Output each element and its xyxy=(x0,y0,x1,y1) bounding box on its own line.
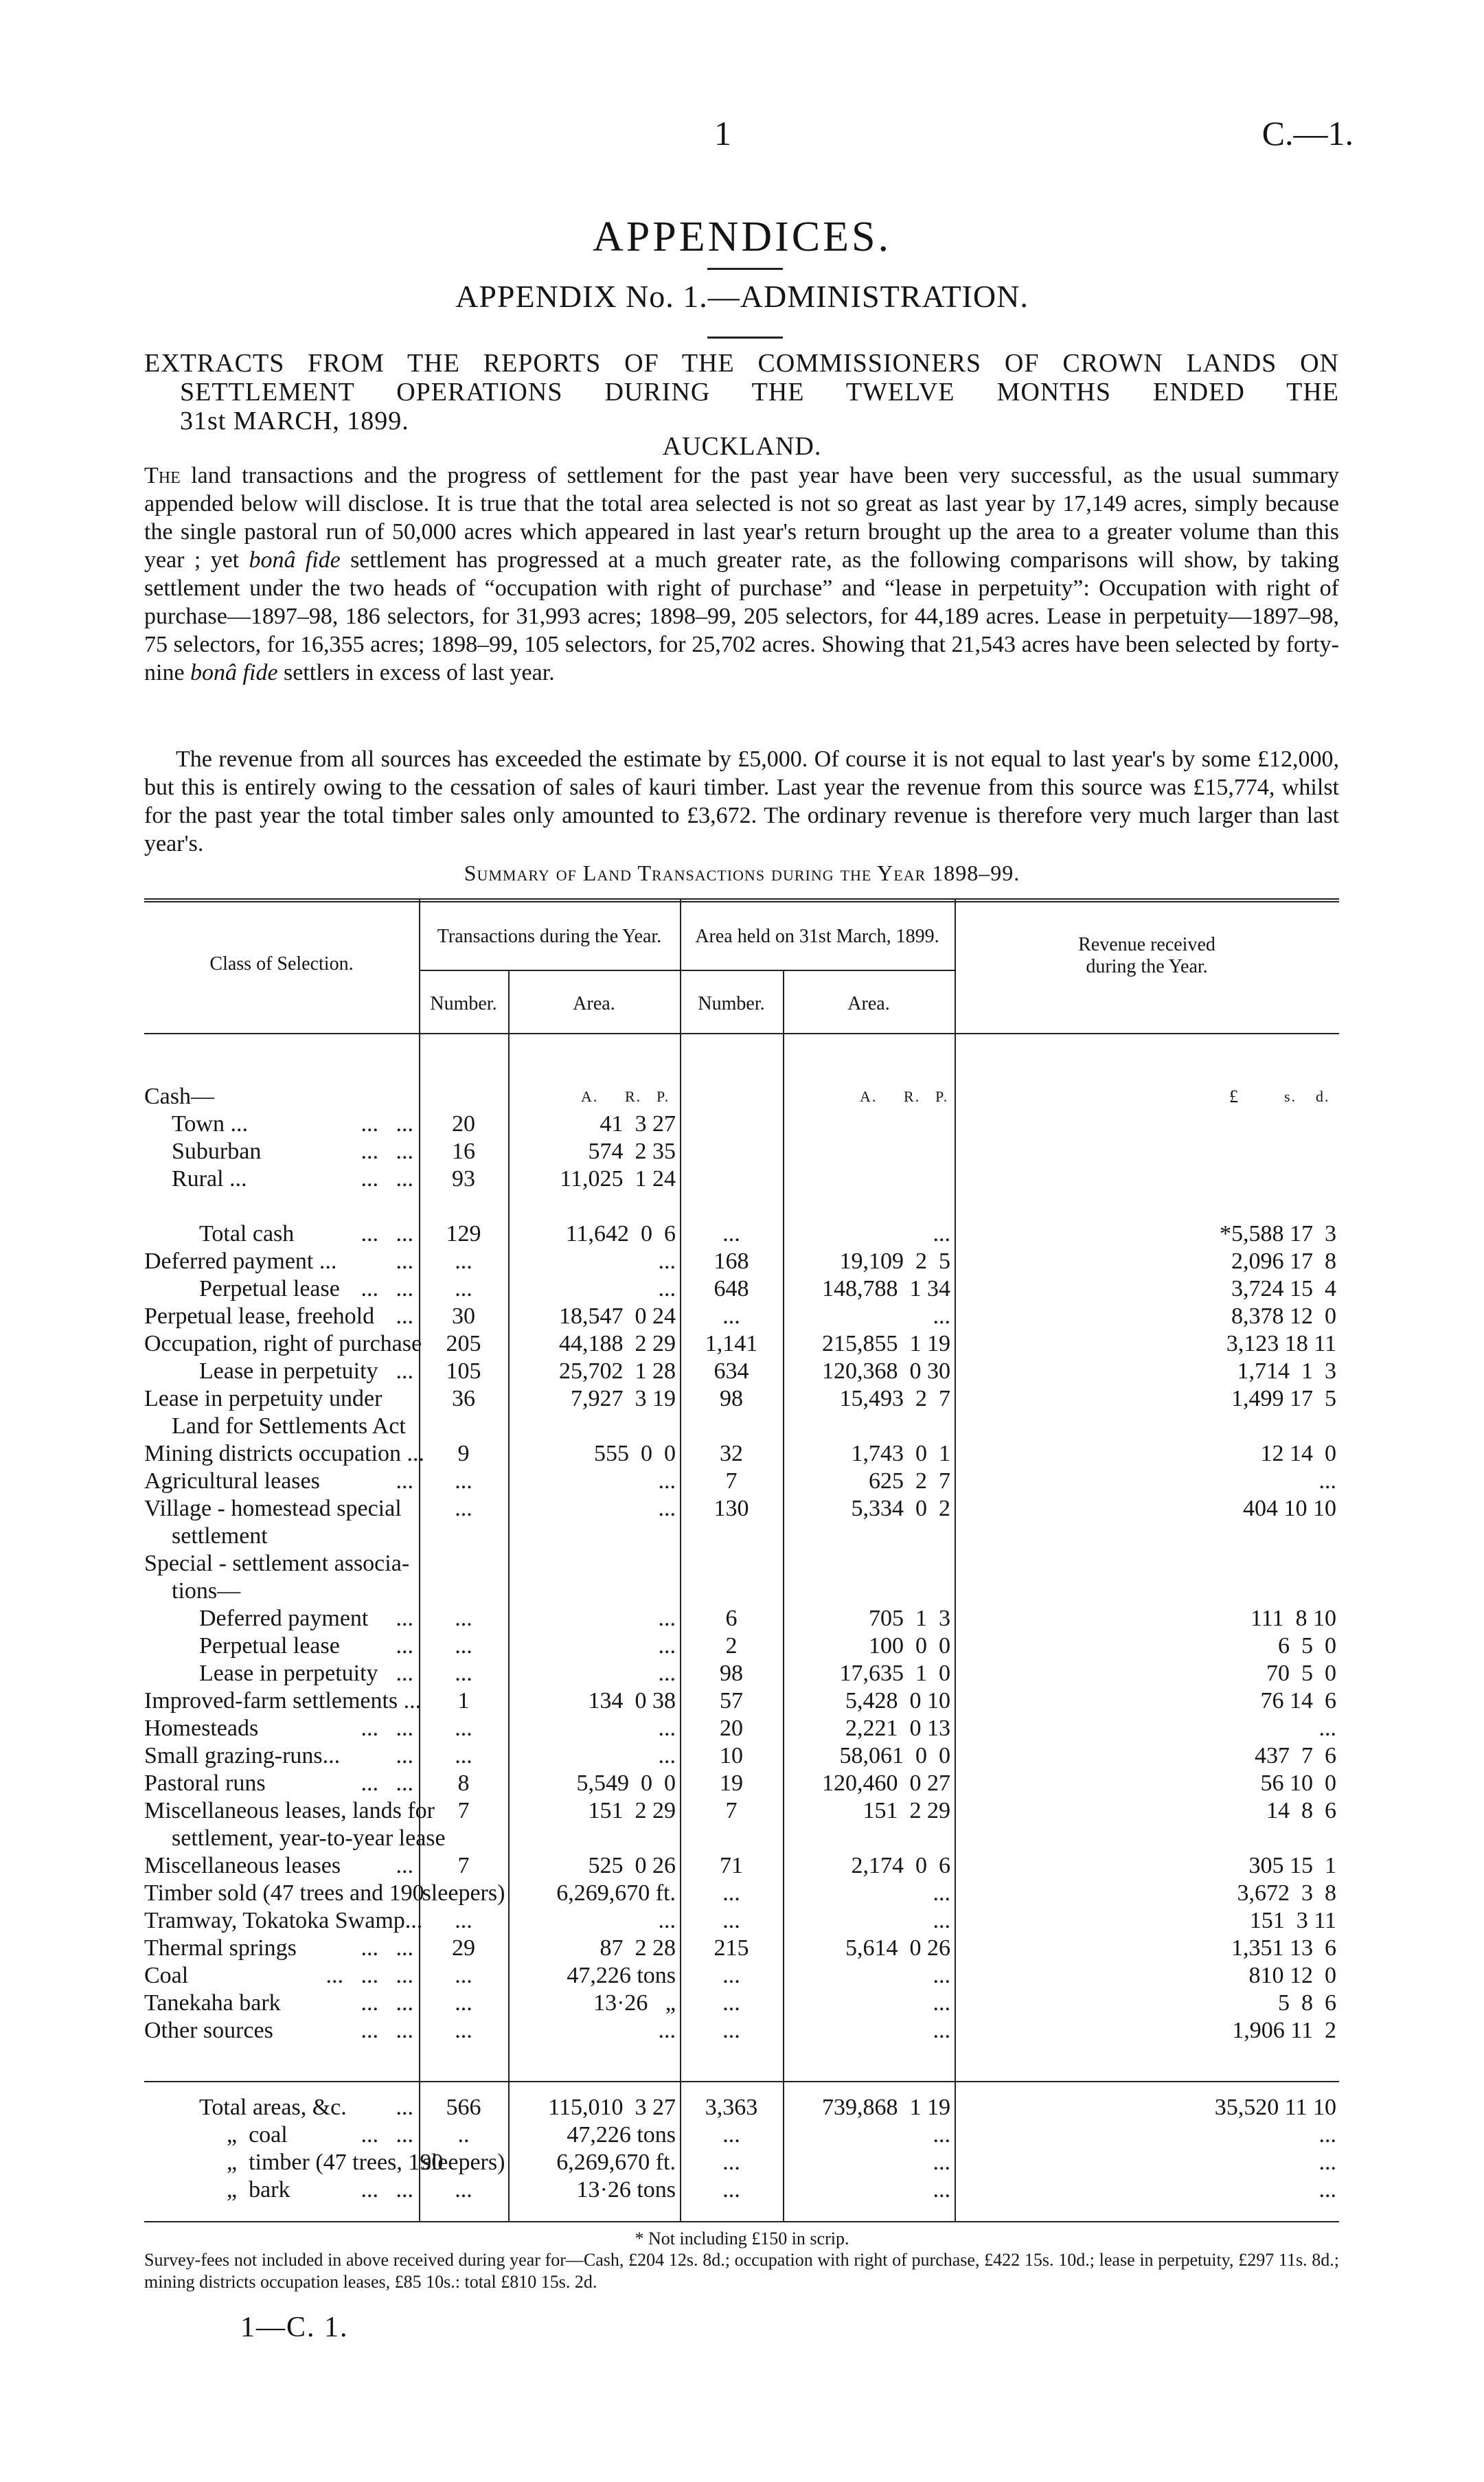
row-area-held: ... xyxy=(933,1221,950,1246)
row-area-held: 120,368 0 30 xyxy=(822,1358,950,1384)
row-area-held: 120,460 0 27 xyxy=(822,1771,950,1796)
row-number-held: 32 xyxy=(720,1441,743,1466)
row-leader-dots: ... ... xyxy=(361,1716,413,1741)
row-number: 105 xyxy=(446,1358,481,1384)
row-number: ... xyxy=(455,1963,472,1988)
row-number: ... xyxy=(455,2177,472,2202)
row-leader-dots: ... ... xyxy=(361,1771,413,1796)
row-area: ... xyxy=(658,1606,676,1631)
extract-heading xyxy=(144,349,1339,435)
row-area: 525 0 26 xyxy=(588,1853,676,1878)
row-number: sleepers) xyxy=(422,1880,505,1906)
row-number: ... xyxy=(455,1633,472,1659)
row-area-held: 100 0 0 xyxy=(869,1633,950,1659)
row-label: Occupation, right of purchase xyxy=(144,1331,422,1356)
row-label: „ timber (47 trees, 190 xyxy=(227,2150,444,2175)
row-area: 134 0 38 xyxy=(588,1688,676,1714)
row-area: ... xyxy=(658,2018,676,2043)
row-area: 11,642 0 6 xyxy=(565,1221,676,1246)
row-number: 29 xyxy=(452,1935,475,1961)
row-area-held: ... xyxy=(933,2122,950,2148)
table-top-rule-double xyxy=(144,901,1339,902)
row-number-held: ... xyxy=(722,1963,740,1988)
unit-roods: R. xyxy=(625,1088,642,1105)
header-number: Number. xyxy=(430,993,497,1014)
row-leader-dots: ... xyxy=(396,1303,413,1329)
row-label: Cash— xyxy=(144,1084,214,1109)
paragraph-text-2: settlement has progressed at a much greater rate, as the following comparisons will show, by taking settlement under the two heads of “occupation with right of purchase” and “lease in perpetuity”: Occupation with right of purchase—1897–98, 186 selectors, for 31,993 acres; 1898–99, 205 selectors, for 44,189 acres. Lease in perpetuity—1897–98, 75 selectors, for 16,355 acres; 1898–99, 105 selectors, for 25,702 acres. Showing that 21,543 acres have been selected by forty-nine xyxy=(144,547,1339,685)
header-area-held: Area held on 31st March, 1899. xyxy=(695,926,939,947)
row-revenue: 6 5 0 xyxy=(1278,1633,1336,1659)
row-leader-dots: ... xyxy=(396,1661,413,1686)
region-heading: AUCKLAND. xyxy=(662,432,822,461)
row-label: Town ... xyxy=(172,1111,248,1137)
summary-table xyxy=(144,898,1339,2238)
printer-signature: 1—C. 1. xyxy=(240,2312,349,2343)
extract-heading-line2: SETTLEMENT OPERATIONS DURING THE TWELVE MONTHS ENDED THE xyxy=(180,378,1339,407)
unit-shillings: s. xyxy=(1284,1088,1297,1105)
row-label: Miscellaneous leases xyxy=(144,1853,341,1878)
row-label: Deferred payment ... xyxy=(144,1249,337,1274)
row-area: 5,549 0 0 xyxy=(576,1771,676,1796)
row-number: ... xyxy=(455,1908,472,1933)
row-label: Perpetual lease, freehold xyxy=(144,1303,375,1329)
areaheld-subheader-rule xyxy=(680,970,955,971)
row-number-held: 98 xyxy=(720,1661,743,1686)
title-rule xyxy=(707,268,783,270)
row-area: 87 2 28 xyxy=(600,1935,676,1961)
row-number-held: ... xyxy=(722,1303,740,1329)
row-number: 205 xyxy=(446,1331,481,1356)
row-revenue: 3,123 18 11 xyxy=(1226,1331,1336,1356)
row-area-held: 705 1 3 xyxy=(869,1606,950,1631)
row-area: 13·26 tons xyxy=(576,2177,676,2202)
row-area-held: ... xyxy=(933,1963,950,1988)
row-number: ... xyxy=(455,1249,472,1274)
row-number-held: ... xyxy=(722,1908,740,1933)
row-revenue: ... xyxy=(1319,1468,1336,1494)
row-leader-dots: ... ... xyxy=(361,2018,413,2043)
row-number: 9 xyxy=(457,1441,470,1466)
row-area-held: ... xyxy=(933,2018,950,2043)
row-area: 115,010 3 27 xyxy=(548,2095,676,2120)
row-label: Tramway, Tokatoka Swamp... xyxy=(144,1908,423,1933)
row-number-held: 98 xyxy=(720,1386,743,1411)
header-bottom-rule xyxy=(144,1033,1339,1034)
row-leader-dots: ... ... xyxy=(361,1166,413,1192)
row-area: ... xyxy=(658,1908,676,1933)
row-label: Coal xyxy=(144,1963,189,1988)
row-area: ... xyxy=(658,1633,676,1659)
row-area-held: 17,635 1 0 xyxy=(839,1661,950,1686)
row-revenue: 3,724 15 4 xyxy=(1231,1276,1336,1301)
row-label: Lease in perpetuity xyxy=(199,1358,378,1384)
row-leader-dots: ... ... xyxy=(361,2177,413,2202)
row-area: 555 0 0 xyxy=(594,1441,676,1466)
extract-heading-line3: 31st MARCH, 1899. xyxy=(180,407,409,435)
row-area-held: ... xyxy=(933,2150,950,2175)
row-revenue: 1,906 11 2 xyxy=(1232,2018,1336,2043)
header-number-held: Number. xyxy=(698,993,765,1014)
row-area-held: ... xyxy=(933,2177,950,2202)
row-number-held: 71 xyxy=(720,1853,743,1878)
row-revenue: 56 10 0 xyxy=(1260,1771,1336,1796)
row-label: Total cash xyxy=(199,1221,295,1246)
row-number: ... xyxy=(455,1743,472,1768)
row-label: Perpetual lease xyxy=(199,1276,340,1301)
row-revenue: 404 10 10 xyxy=(1243,1496,1336,1521)
row-revenue: 12 14 0 xyxy=(1260,1441,1336,1466)
row-area: 41 3 27 xyxy=(600,1111,676,1137)
row-leader-dots: ... xyxy=(396,2095,413,2120)
footnote: * Not including £150 in scrip. xyxy=(635,2229,849,2248)
row-number: ... xyxy=(455,1496,472,1521)
row-number-held: 6 xyxy=(725,1606,738,1631)
row-leader-dots: ... xyxy=(396,1358,413,1384)
row-number: sleepers) xyxy=(422,2150,505,2175)
row-area-held: 5,334 0 2 xyxy=(851,1496,950,1521)
row-label: Rural ... xyxy=(172,1166,247,1192)
row-number-held: 215 xyxy=(714,1935,749,1961)
row-area: 11,025 1 24 xyxy=(560,1166,676,1192)
row-area: 574 2 35 xyxy=(588,1139,676,1164)
row-label: „ coal xyxy=(227,2122,288,2148)
row-number-held: 20 xyxy=(720,1716,743,1741)
row-area: 47,226 tons xyxy=(567,2122,676,2148)
row-leader-dots: ... xyxy=(396,1853,413,1878)
row-label: Timber sold (47 trees and 190 xyxy=(144,1880,424,1906)
row-number: ... xyxy=(455,1276,472,1301)
row-label: Lease in perpetuity under xyxy=(144,1386,383,1411)
summary-title: Summary of Land Transactions during the Year 1898–99. xyxy=(464,861,1020,885)
row-area-held: ... xyxy=(933,1880,950,1906)
header-transactions: Transactions during the Year. xyxy=(437,926,662,947)
row-number: ... xyxy=(455,1468,472,1494)
row-label: Agricultural leases xyxy=(144,1468,320,1494)
document-reference: C.—1. xyxy=(1262,114,1354,152)
row-revenue: 5 8 6 xyxy=(1278,1990,1336,2016)
row-number-held: ... xyxy=(722,1990,740,2016)
row-number-held: ... xyxy=(722,2150,740,2175)
paragraph-italic-2: bonâ fide xyxy=(190,660,278,685)
row-leader-dots: ... ... xyxy=(361,1276,413,1301)
unit-pence: d. xyxy=(1316,1088,1330,1105)
row-area: 6,269,670 ft. xyxy=(556,1880,676,1906)
row-number-held: ... xyxy=(722,2122,740,2148)
row-number-held: 7 xyxy=(725,1798,738,1823)
row-area: 6,269,670 ft. xyxy=(556,2150,676,2175)
row-area: ... xyxy=(658,1496,676,1521)
totals-rule xyxy=(144,2081,1339,2082)
row-label: tions— xyxy=(172,1578,241,1604)
row-revenue: 1,351 13 6 xyxy=(1231,1935,1336,1961)
row-area: 25,702 1 28 xyxy=(559,1358,676,1384)
row-area-held: 739,868 1 19 xyxy=(822,2095,950,2120)
row-number: 7 xyxy=(457,1798,470,1823)
row-area-held: 5,614 0 26 xyxy=(845,1935,950,1961)
row-revenue: 305 15 1 xyxy=(1248,1853,1336,1878)
row-leader-dots: ... ... xyxy=(361,1990,413,2016)
page-subtitle: APPENDIX No. 1.—ADMINISTRATION. xyxy=(455,279,1029,314)
unit-roods-held: R. xyxy=(904,1088,921,1105)
row-number: 20 xyxy=(452,1111,475,1137)
row-number: 7 xyxy=(457,1853,470,1878)
row-number-held: 2 xyxy=(725,1633,738,1659)
row-number: 93 xyxy=(452,1166,475,1192)
row-number: 36 xyxy=(452,1386,475,1411)
row-area-held: ... xyxy=(933,1990,950,2016)
transactions-subheader-rule xyxy=(419,970,680,971)
row-revenue: 437 7 6 xyxy=(1255,1743,1336,1768)
header-revenue: Revenue received during the Year. xyxy=(1078,934,1215,977)
unit-acres: A. xyxy=(581,1088,599,1105)
row-area-held: 215,855 1 19 xyxy=(822,1331,950,1356)
row-label: Land for Settlements Act xyxy=(172,1413,406,1439)
row-number-held: 648 xyxy=(714,1276,749,1301)
row-label: settlement, year-to-year lease xyxy=(172,1825,446,1851)
row-number-held: 19 xyxy=(720,1771,743,1796)
paragraph-land-transactions xyxy=(144,462,1339,687)
row-number-held: ... xyxy=(722,1221,740,1246)
unit-pounds: £ xyxy=(1229,1086,1240,1106)
row-revenue: ... xyxy=(1319,2150,1336,2175)
row-leader-dots: ... ... xyxy=(361,1139,413,1164)
row-number-held: ... xyxy=(722,2018,740,2043)
page-number: 1 xyxy=(714,114,731,152)
row-number: 566 xyxy=(446,2095,481,2120)
row-number: ... xyxy=(455,1716,472,1741)
row-leader-dots: ... xyxy=(396,1633,413,1659)
paragraph-text-1: land transactions and the progress of settlement for the past year have been very successful, as the usual summary appended below will disclose. It is true that the total area selected is not so great as last year by 17,149 acres, simply because the single pastoral run of 50,000 acres which appeared in last year's return brought up the area to a greater volume than this year ; yet xyxy=(144,463,1339,573)
row-leader-dots: ... xyxy=(396,1606,413,1631)
row-area-held: 151 2 29 xyxy=(863,1798,950,1823)
row-revenue: 70 5 0 xyxy=(1266,1661,1336,1686)
header-area: Area. xyxy=(573,993,615,1014)
row-label: Special - settlement associa- xyxy=(144,1551,410,1576)
row-label: Thermal springs xyxy=(144,1935,297,1961)
row-revenue: 35,520 11 10 xyxy=(1214,2095,1336,2120)
row-area-held: ... xyxy=(933,1908,950,1933)
row-revenue: 1,499 17 5 xyxy=(1231,1386,1336,1411)
row-area: 44,188 2 29 xyxy=(559,1331,676,1356)
row-area-held: 5,428 0 10 xyxy=(845,1688,950,1714)
row-number: ... xyxy=(455,1990,472,2016)
row-label: Lease in perpetuity xyxy=(199,1661,378,1686)
row-revenue: 810 12 0 xyxy=(1248,1963,1336,1988)
row-area-held: 1,743 0 1 xyxy=(851,1441,950,1466)
row-revenue: 151 3 11 xyxy=(1249,1908,1336,1933)
row-revenue: 2,096 17 8 xyxy=(1231,1249,1336,1274)
table-bottom-rule xyxy=(144,2221,1339,2222)
row-number-held: 130 xyxy=(714,1496,749,1521)
row-revenue: 3,672 3 8 xyxy=(1237,1880,1336,1906)
row-revenue: *5,588 17 3 xyxy=(1220,1221,1336,1246)
row-area: 18,547 0 24 xyxy=(559,1303,676,1329)
row-number: 1 xyxy=(457,1688,470,1714)
row-area-held: 19,109 2 5 xyxy=(839,1249,950,1274)
row-label: settlement xyxy=(172,1523,268,1549)
row-leader-dots: ... xyxy=(396,1468,413,1494)
row-area: 7,927 3 19 xyxy=(571,1386,676,1411)
row-revenue: ... xyxy=(1319,2177,1336,2202)
header-area-held-sub: Area. xyxy=(847,993,890,1014)
row-number-held: ... xyxy=(722,1880,740,1906)
row-leader-dots: ... ... xyxy=(361,2122,413,2148)
row-number-held: 10 xyxy=(720,1743,743,1768)
unit-perches-held: P. xyxy=(935,1088,949,1105)
row-number: 8 xyxy=(457,1771,470,1796)
row-area: 47,226 tons xyxy=(567,1963,676,1988)
survey-fees-note: Survey-fees not included in above received during year for—Cash, £204 12s. 8d.; occupation with right of purchase, £422 15s. 10d.; lease in perpetuity, £297 11s. 8d.; mining districts occupation leases, £85 10s.: total £810 15s. 2d. xyxy=(144,2250,1339,2292)
row-area: ... xyxy=(658,1468,676,1494)
paragraph-lead-word: The xyxy=(144,463,181,488)
row-revenue: ... xyxy=(1319,1716,1336,1741)
row-label: Other sources xyxy=(144,2018,273,2043)
row-area-held: 625 2 7 xyxy=(869,1468,950,1494)
row-number-held: ... xyxy=(722,2177,740,2202)
row-number-held: 634 xyxy=(714,1358,749,1384)
unit-perches: P. xyxy=(657,1088,670,1105)
row-number: ... xyxy=(455,2018,472,2043)
row-area-held: ... xyxy=(933,1303,950,1329)
row-revenue: 76 14 6 xyxy=(1260,1688,1336,1714)
row-area-held: 2,174 0 6 xyxy=(851,1853,950,1878)
row-revenue: ... xyxy=(1319,2122,1336,2148)
row-leader-dots: ... ... xyxy=(361,1221,413,1246)
row-number-held: 7 xyxy=(725,1468,738,1494)
row-label: Small grazing-runs... xyxy=(144,1743,341,1768)
row-label: Improved-farm settlements ... xyxy=(144,1688,422,1714)
row-number: 129 xyxy=(446,1221,481,1246)
row-number: 30 xyxy=(452,1303,475,1329)
row-leader-dots: ... xyxy=(396,1249,413,1274)
row-revenue: 8,378 12 0 xyxy=(1231,1303,1336,1329)
row-label: Suburban xyxy=(172,1139,262,1164)
row-area: ... xyxy=(658,1743,676,1768)
table-top-rule xyxy=(144,898,1339,900)
row-number: ... xyxy=(455,1606,472,1631)
row-label: Deferred payment xyxy=(199,1606,369,1631)
row-number: .. xyxy=(457,2122,470,2148)
row-label: Village - homestead special xyxy=(144,1496,402,1521)
row-area: 13·26 „ xyxy=(593,1990,676,2016)
unit-acres-held: A. xyxy=(860,1088,878,1105)
row-leader-dots: ... ... xyxy=(361,1111,413,1137)
row-label: Mining districts occupation ... xyxy=(144,1441,424,1466)
paragraph-text-3: settlers in excess of last year. xyxy=(277,660,555,685)
row-area: 151 2 29 xyxy=(588,1798,676,1823)
row-area-held: 58,061 0 0 xyxy=(839,1743,950,1768)
subtitle-rule xyxy=(707,337,783,339)
row-label: Total areas, &c. xyxy=(199,2095,347,2120)
row-revenue: 1,714 1 3 xyxy=(1237,1358,1336,1384)
row-label: Miscellaneous leases, lands for xyxy=(144,1798,435,1823)
paragraph-revenue: The revenue from all sources has exceeded the estimate by £5,000. Of course it is not equal to last year's by some £12,000, but this is entirely owing to the cessation of sales of kauri timber. Last year the revenue from this source was £15,774, whilst for the past year the total timber sales only amounted to £3,672. The ordinary revenue is therefore very much larger than last year's. xyxy=(144,747,1339,856)
row-leader-dots: ... xyxy=(396,1743,413,1768)
row-area-held: 15,493 2 7 xyxy=(839,1386,950,1411)
row-revenue: 111 8 10 xyxy=(1251,1606,1336,1631)
row-label: „ bark xyxy=(227,2177,290,2202)
page-title: APPENDICES. xyxy=(592,214,891,260)
extract-heading-line1: EXTRACTS FROM THE REPORTS OF THE COMMISSIONERS OF CROWN LANDS ON xyxy=(144,349,1339,378)
row-area: ... xyxy=(658,1276,676,1301)
row-number-held: 57 xyxy=(720,1688,743,1714)
row-leader-dots: ... ... xyxy=(361,1935,413,1961)
row-number-held: 3,363 xyxy=(705,2095,758,2120)
row-area-held: 2,221 0 13 xyxy=(845,1716,950,1741)
row-number: 16 xyxy=(452,1139,475,1164)
row-number: ... xyxy=(455,1661,472,1686)
row-label: Homesteads xyxy=(144,1716,259,1741)
row-revenue: 14 8 6 xyxy=(1266,1798,1336,1823)
row-area-held: 148,788 1 34 xyxy=(822,1276,950,1301)
row-area: ... xyxy=(658,1716,676,1741)
row-area: ... xyxy=(658,1249,676,1274)
row-area: ... xyxy=(658,1661,676,1686)
row-leader-dots: ... ... ... xyxy=(326,1963,413,1988)
row-label: Pastoral runs xyxy=(144,1771,266,1796)
row-label: Perpetual lease xyxy=(199,1633,340,1659)
row-number-held: 1,141 xyxy=(705,1331,758,1356)
row-number-held: 168 xyxy=(714,1249,749,1274)
header-class: Class of Selection. xyxy=(209,953,354,975)
row-label: Tanekaha bark xyxy=(144,1990,281,2016)
paragraph-italic-1: bonâ fide xyxy=(249,547,341,573)
